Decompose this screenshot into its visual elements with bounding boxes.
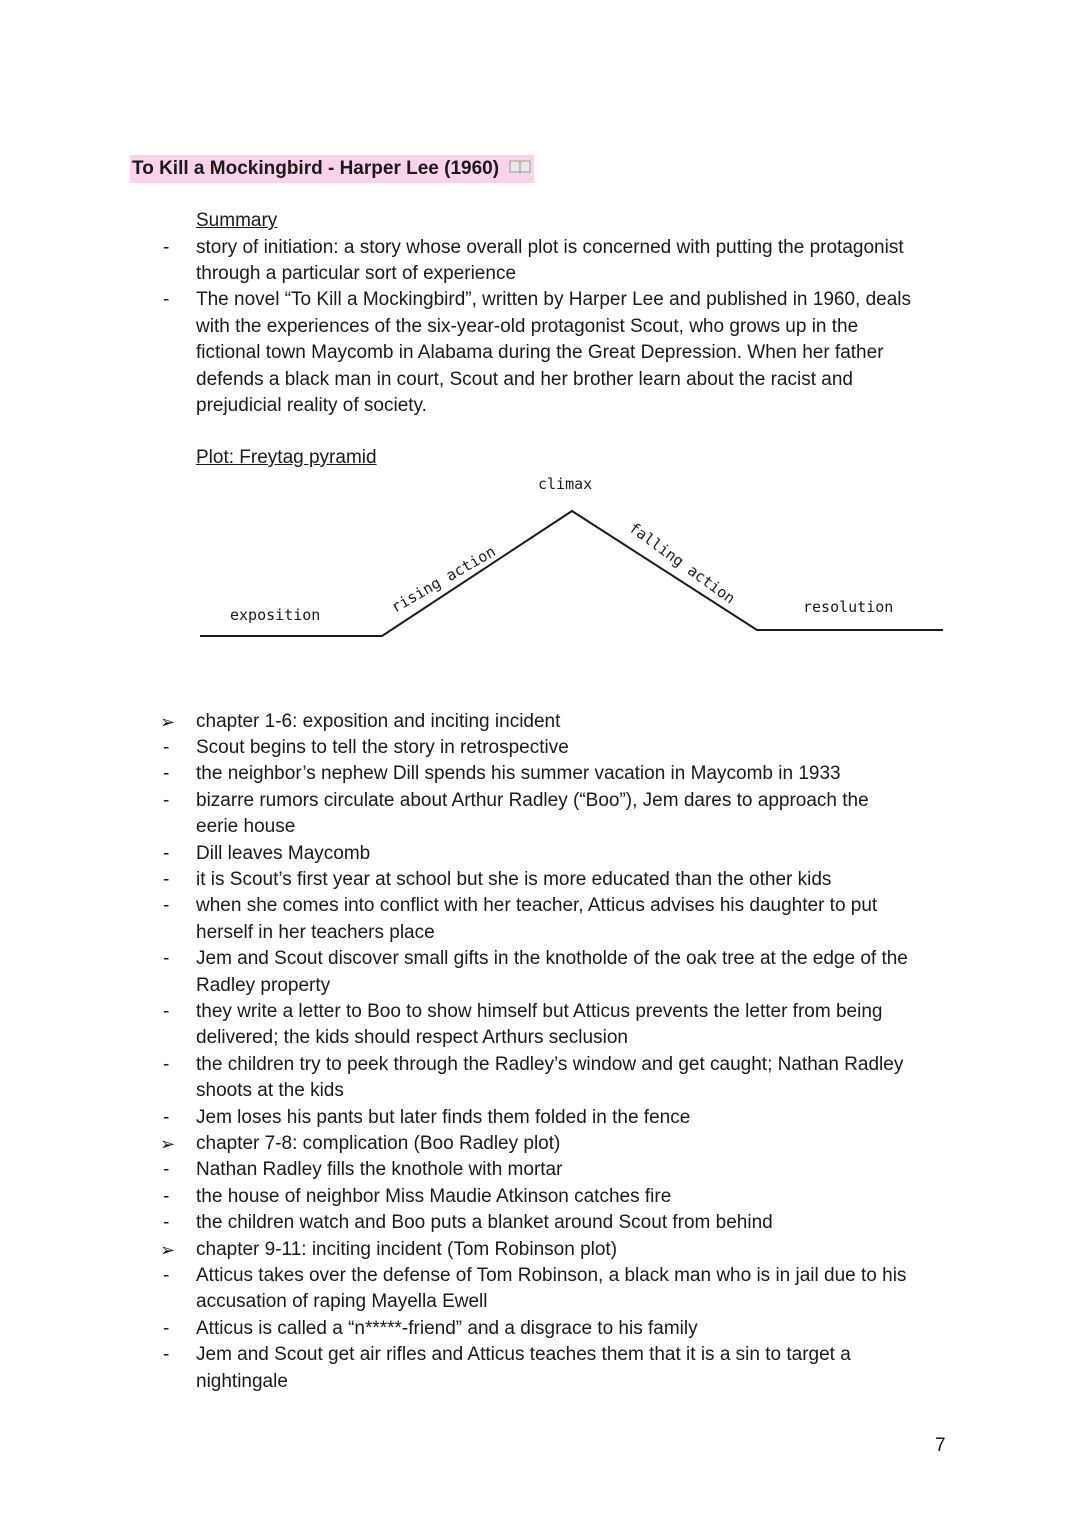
dash-bullet: - (163, 1000, 170, 1022)
dash-bullet: - (163, 1159, 170, 1181)
chapter-note-line: herself in her teachers place (196, 921, 435, 943)
chapter-note-line: Jem and Scout discover small gifts in the knotholde of the oak tree at the edge of the (196, 948, 908, 970)
document-title (130, 155, 534, 183)
chapter-note-line: chapter 9-11: inciting incident (Tom Robinson plot) (196, 1238, 618, 1260)
chapter-note-line: when she comes into conflict with her teacher, Atticus advises his daughter to put (196, 895, 878, 917)
arrow-bullet-icon: ➢ (160, 711, 176, 732)
chapter-note-line: eerie house (196, 816, 296, 838)
chapter-note-line: Atticus is called a “n*****-friend” and a disgrace to his family (196, 1317, 698, 1339)
chapter-note-line: nightingale (196, 1370, 288, 1392)
chapter-note-line: shoots at the kids (196, 1080, 344, 1102)
summary-item-line: The novel “To Kill a Mockingbird”, written by Harper Lee and published in 1960, deals (196, 289, 912, 311)
rising-action-label: rising action (388, 542, 499, 617)
summary-item-line: with the experiences of the six-year-old protagonist Scout, who grows up in the (196, 315, 859, 337)
resolution-label: resolution (803, 598, 894, 616)
page-number: 7 (935, 1435, 946, 1456)
arrow-bullet-icon: ➢ (160, 1239, 176, 1260)
chapter-note-line: the house of neighbor Miss Maudie Atkinson catches fire (196, 1185, 672, 1207)
dash-bullet: - (163, 1053, 170, 1075)
dash-bullet: - (163, 1212, 170, 1234)
chapter-note-line: Jem loses his pants but later finds them folded in the fence (196, 1106, 691, 1128)
open-book-icon (508, 155, 532, 183)
chapter-note-line: Atticus takes over the defense of Tom Robinson, a black man who is in jail due to his (196, 1264, 907, 1286)
arrow-bullet-icon: ➢ (160, 1133, 176, 1154)
summary-item-line: through a particular sort of experience (196, 262, 517, 284)
chapter-note-line: chapter 7-8: complication (Boo Radley plot) (196, 1132, 561, 1154)
dash-bullet: - (163, 842, 170, 864)
chapter-note-line: they write a letter to Boo to show himself but Atticus prevents the letter from being (196, 1000, 883, 1022)
chapter-note-line: the children try to peek through the Radley’s window and get caught; Nathan Radley (196, 1053, 904, 1075)
chapter-note-line: bizarre rumors circulate about Arthur Radley (“Boo”), Jem dares to approach the (196, 789, 869, 811)
title-text: To Kill a Mockingbird - Harper Lee (1960) (132, 158, 500, 180)
dash-bullet: - (163, 1106, 170, 1128)
summary-heading: Summary (196, 210, 278, 231)
climax-label: climax (538, 475, 593, 493)
dash-bullet: - (163, 1344, 170, 1366)
chapter-note-line: accusation of raping Mayella Ewell (196, 1291, 488, 1313)
chapter-note-line: Radley property (196, 974, 331, 996)
dash-bullet: - (163, 289, 170, 311)
dash-bullet: - (163, 236, 170, 258)
chapter-note-line: Jem and Scout get air rifles and Atticus teaches them that it is a sin to target a (196, 1344, 851, 1366)
dash-bullet: - (163, 868, 170, 890)
dash-bullet: - (163, 1317, 170, 1339)
chapter-note-line: chapter 1-6: exposition and inciting incident (196, 710, 561, 732)
chapter-note-line: delivered; the kids should respect Arthurs seclusion (196, 1027, 628, 1049)
dash-bullet: - (163, 948, 170, 970)
plot-heading: Plot: Freytag pyramid (196, 447, 377, 468)
chapter-note-line: it is Scout’s first year at school but she is more educated than the other kids (196, 868, 832, 890)
dash-bullet: - (163, 736, 170, 758)
chapter-note-line: Scout begins to tell the story in retrospective (196, 736, 569, 758)
summary-item-line: story of initiation: a story whose overall plot is concerned with putting the protagonist (196, 236, 904, 258)
exposition-label: exposition (230, 606, 321, 624)
dash-bullet: - (163, 895, 170, 917)
dash-bullet: - (163, 1185, 170, 1207)
summary-item-line: prejudicial reality of society. (196, 394, 427, 416)
chapter-note-line: Dill leaves Maycomb (196, 842, 371, 864)
summary-item-line: fictional town Maycomb in Alabama during the Great Depression. When her father (196, 342, 884, 364)
dash-bullet: - (163, 789, 170, 811)
dash-bullet: - (163, 763, 170, 785)
chapter-note-line: the children watch and Boo puts a blanket around Scout from behind (196, 1212, 773, 1234)
dash-bullet: - (163, 1264, 170, 1286)
chapter-note-line: Nathan Radley fills the knothole with mortar (196, 1159, 563, 1181)
falling-action-label: falling action (625, 518, 739, 608)
chapter-note-line: the neighbor’s nephew Dill spends his summer vacation in Maycomb in 1933 (196, 763, 841, 785)
freytag-pyramid-diagram (0, 470, 1080, 670)
summary-item-line: defends a black man in court, Scout and her brother learn about the racist and (196, 368, 853, 390)
